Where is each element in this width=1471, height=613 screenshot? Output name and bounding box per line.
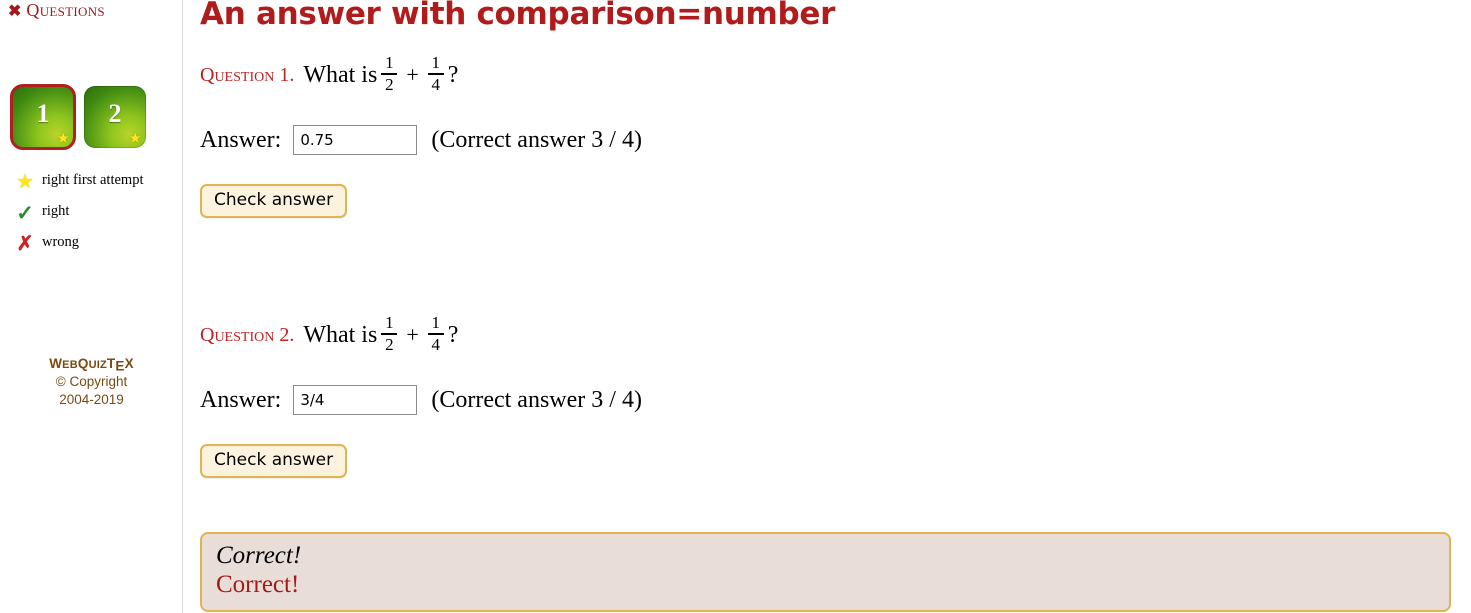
legend-item-wrong	[10, 234, 175, 254]
legend-label-wrong: wrong	[42, 234, 80, 250]
check-answer-button-2[interactable]: Check answer	[200, 444, 347, 478]
fraction-one-half	[381, 54, 397, 94]
question-2-prompt	[200, 315, 642, 355]
correct-answer-denominator-2: 4	[621, 386, 634, 413]
close-x-icon[interactable]: ✖	[8, 3, 22, 20]
question-2-text-prefix: What is	[303, 321, 378, 348]
fraction-numerator: 1	[385, 53, 394, 72]
correct-answer-prefix-2: (Correct answer	[431, 386, 586, 413]
correct-answer-slash-1: /	[609, 126, 616, 153]
answer-label-1: Answer:	[200, 126, 282, 153]
answer-input-2[interactable]	[293, 385, 417, 415]
sidebar-header-label: Questions	[26, 0, 105, 20]
question-1-prompt	[200, 55, 642, 95]
question-2-text-suffix: ?	[447, 321, 459, 348]
fraction-numerator: 1	[385, 313, 394, 332]
question-button-2[interactable]	[84, 86, 146, 148]
brand-quiz-rest: UIZ	[88, 359, 107, 371]
check-answer-button-1[interactable]: Check answer	[200, 184, 347, 218]
plus-operator: +	[406, 322, 419, 347]
legend-label-right-first-attempt: right first attempt	[42, 172, 144, 188]
sidebar	[0, 0, 183, 613]
plus-operator: +	[406, 62, 419, 87]
feedback-panel	[200, 532, 1451, 612]
question-1-text-prefix: What is	[303, 61, 378, 88]
legend-item-right	[10, 203, 175, 223]
question-button-1[interactable]	[12, 86, 74, 148]
answer-input-1[interactable]	[293, 125, 417, 155]
question-navigation	[12, 86, 146, 148]
correct-answer-suffix-2: )	[633, 386, 642, 413]
fraction-numerator: 1	[431, 313, 440, 332]
brand-tex-t: T	[106, 356, 116, 371]
copyright-years: 2004-2019	[59, 392, 124, 408]
correct-answer-note-1	[431, 127, 642, 154]
correct-answer-numerator-1: 3	[591, 126, 604, 153]
fraction-one-half	[381, 314, 397, 354]
fraction-denominator: 2	[385, 74, 394, 94]
question-button-2-number: 2	[108, 99, 122, 128]
sidebar-header[interactable]	[8, 0, 105, 21]
feedback-line-2: Correct!	[216, 570, 300, 598]
question-2-label: Question 2.	[200, 323, 295, 346]
star-icon: ★	[56, 131, 70, 147]
copyright-line: © Copyright	[55, 374, 128, 390]
question-block-2	[200, 315, 642, 478]
fraction-numerator: 1	[431, 53, 440, 72]
sidebar-footer	[0, 355, 183, 410]
legend-item-right-first-attempt	[10, 172, 175, 192]
fraction-denominator: 4	[431, 74, 440, 94]
cross-icon: ✗	[16, 233, 34, 255]
brand-tex-e: E	[115, 358, 125, 374]
brand-web-w: W	[49, 356, 63, 371]
legend	[10, 172, 175, 265]
question-1-text-suffix: ?	[447, 61, 459, 88]
main-content	[183, 0, 1471, 613]
feedback-line-1: Correct!	[216, 542, 302, 569]
brand-quiz-q: Q	[77, 356, 89, 371]
correct-answer-slash-2: /	[609, 386, 616, 413]
answer-label-2: Answer:	[200, 386, 282, 413]
correct-answer-denominator-1: 4	[621, 126, 634, 153]
fraction-one-quarter	[428, 314, 444, 354]
question-2-answer-row	[200, 385, 642, 415]
check-icon: ✓	[16, 201, 34, 225]
brand-logo	[0, 355, 183, 373]
question-1-label: Question 1.	[200, 63, 295, 86]
fraction-denominator: 2	[385, 334, 394, 354]
correct-answer-prefix-1: (Correct answer	[431, 126, 586, 153]
star-icon: ★	[128, 131, 142, 147]
fraction-denominator: 4	[431, 334, 440, 354]
legend-label-right: right	[42, 203, 70, 219]
correct-answer-suffix-1: )	[633, 126, 642, 153]
correct-answer-note-2	[431, 387, 642, 414]
brand-tex-x: X	[124, 356, 134, 371]
star-icon: ★	[16, 171, 34, 193]
question-button-1-number: 1	[36, 99, 50, 128]
correct-answer-numerator-2: 3	[591, 386, 604, 413]
question-block-1	[200, 55, 642, 218]
question-1-answer-row	[200, 125, 642, 155]
brand-web-rest: EB	[62, 359, 78, 371]
page-title: An answer with comparison=number	[200, 0, 836, 32]
fraction-one-quarter	[428, 54, 444, 94]
